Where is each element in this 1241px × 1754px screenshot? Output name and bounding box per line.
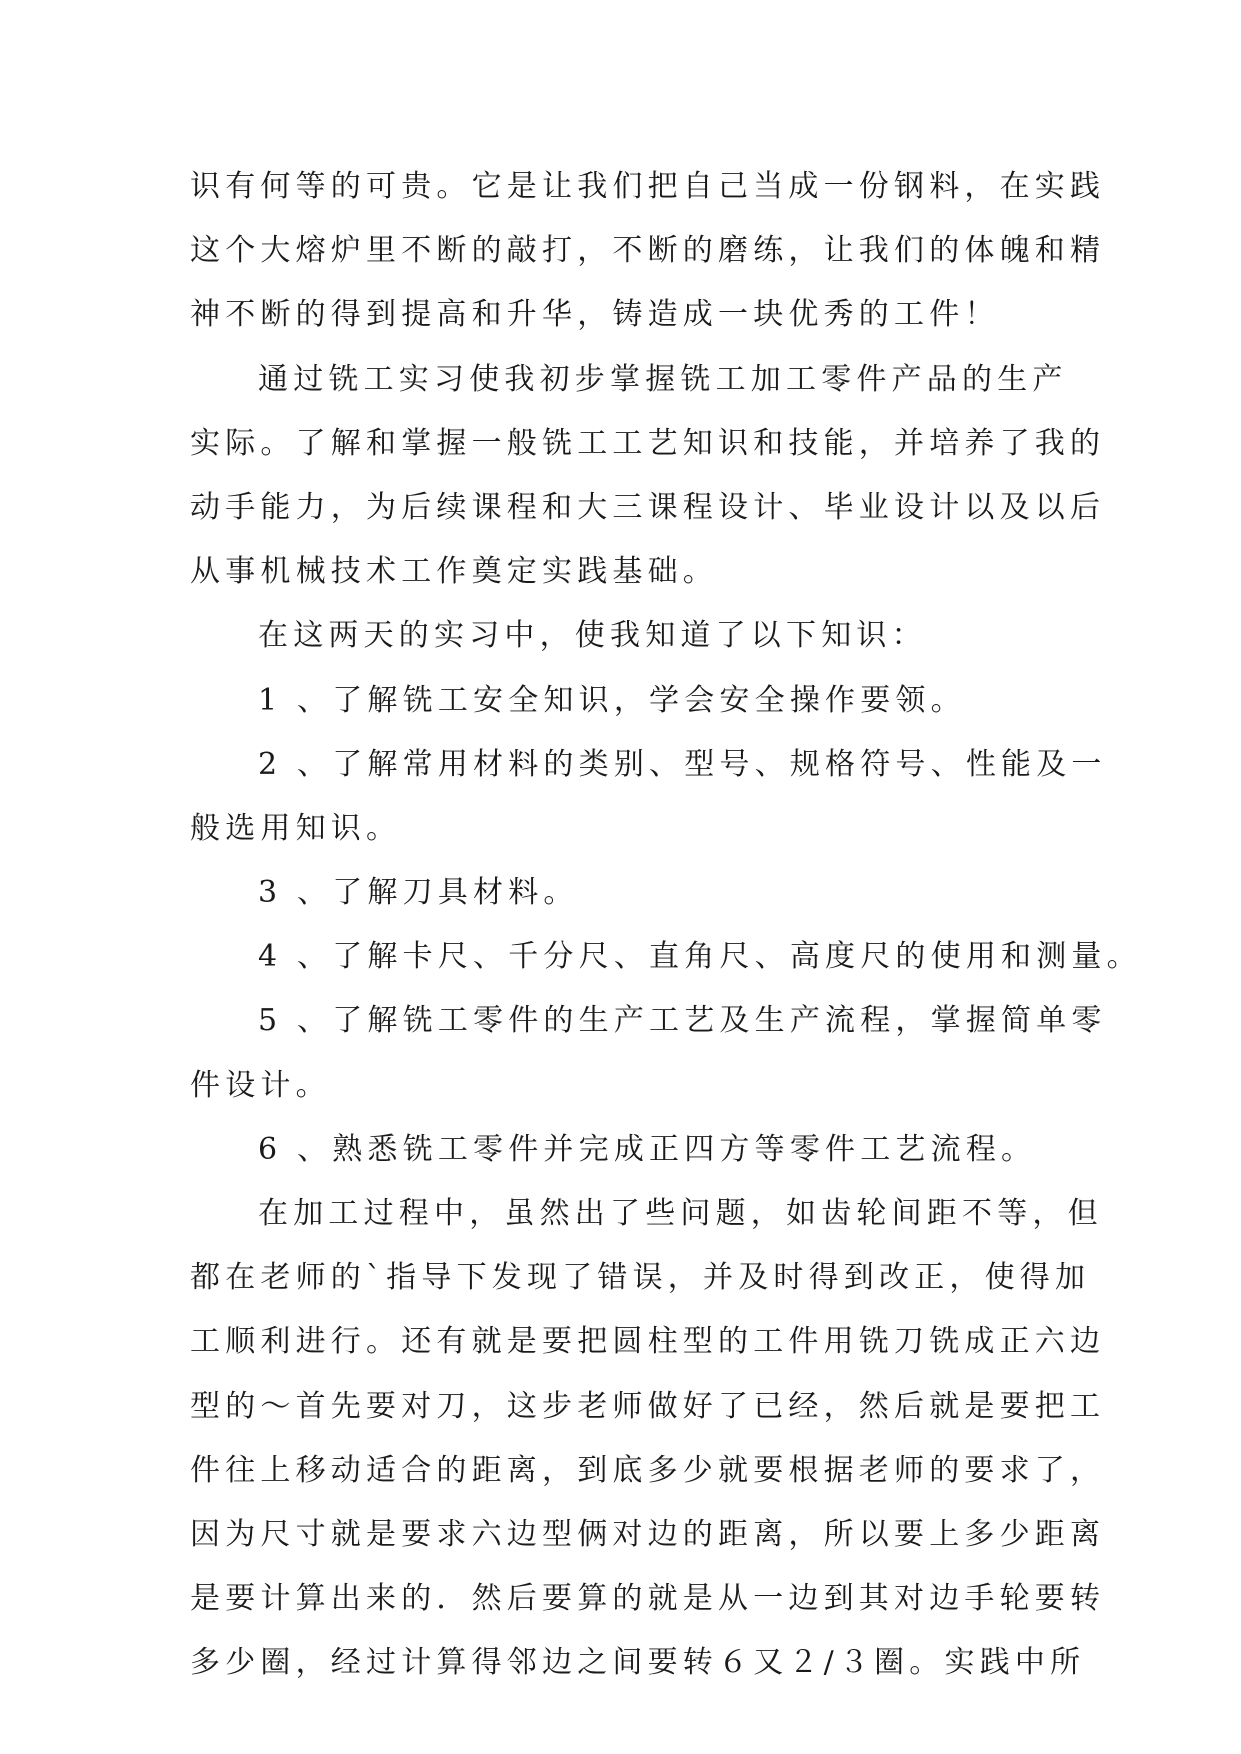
text-line: 都在老师的`指导下发现了错误，并及时得到改正，使得加	[190, 1260, 1091, 1296]
text-line: 1 、了解铣工安全知识，学会安全操作要领。	[258, 682, 966, 718]
text-line: 3 、了解刀具材料。	[258, 875, 579, 911]
text-line: 件设计。	[190, 1067, 331, 1103]
text-line: 通过铣工实习使我初步掌握铣工加工零件产品的生产	[258, 361, 1068, 397]
text-line: 识有何等的可贵。它是让我们把自己当成一份钢料，在实践	[190, 169, 1106, 204]
text-line: 5 、了解铣工零件的生产工艺及生产流程，掌握简单零	[258, 1003, 1107, 1039]
text-line: 因为尺寸就是要求六边型俩对边的距离，所以要上多少距离	[190, 1516, 1106, 1552]
text-line: 神不断的得到提高和升华，铸造成一块优秀的工件！	[190, 297, 1000, 333]
text-line: 从事机械技术工作奠定实践基础。	[190, 554, 718, 590]
text-line: 多少圈，经过计算得邻边之间要转６又２/３圈。实践中所	[190, 1645, 1086, 1681]
text-line: 动手能力，为后续课程和大三课程设计、毕业设计以及以后	[190, 489, 1106, 525]
text-line: 型的～首先要对刀，这步老师做好了已经，然后就是要把工	[190, 1388, 1106, 1424]
text-line: 件往上移动适合的距离，到底多少就要根据老师的要求了，	[190, 1452, 1106, 1488]
text-line: 工顺利进行。还有就是要把圆柱型的工件用铣刀铣成正六边	[190, 1324, 1106, 1360]
text-line: 在加工过程中，虽然出了些问题，如齿轮间距不等，但	[258, 1196, 1103, 1231]
text-line: 是要计算出来的．然后要算的就是从一边到其对边手轮要转	[190, 1581, 1106, 1617]
text-line: 在这两天的实习中，使我知道了以下知识：	[258, 618, 927, 654]
text-line: 6 、熟悉铣工零件并完成正四方等零件工艺流程。	[258, 1131, 1037, 1167]
text-line: 4 、了解卡尺、千分尺、直角尺、高度尺的使用和测量。	[258, 939, 1142, 975]
text-line: 般选用知识。	[190, 810, 402, 846]
text-line: 实际。了解和掌握一般铣工工艺知识和技能，并培养了我的	[190, 425, 1106, 461]
text-line: 2 、了解常用材料的类别、型号、规格符号、性能及一	[258, 746, 1107, 782]
text-line: 这个大熔炉里不断的敲打，不断的磨练，让我们的体魄和精	[190, 233, 1106, 269]
body-text	[190, 155, 1142, 1696]
